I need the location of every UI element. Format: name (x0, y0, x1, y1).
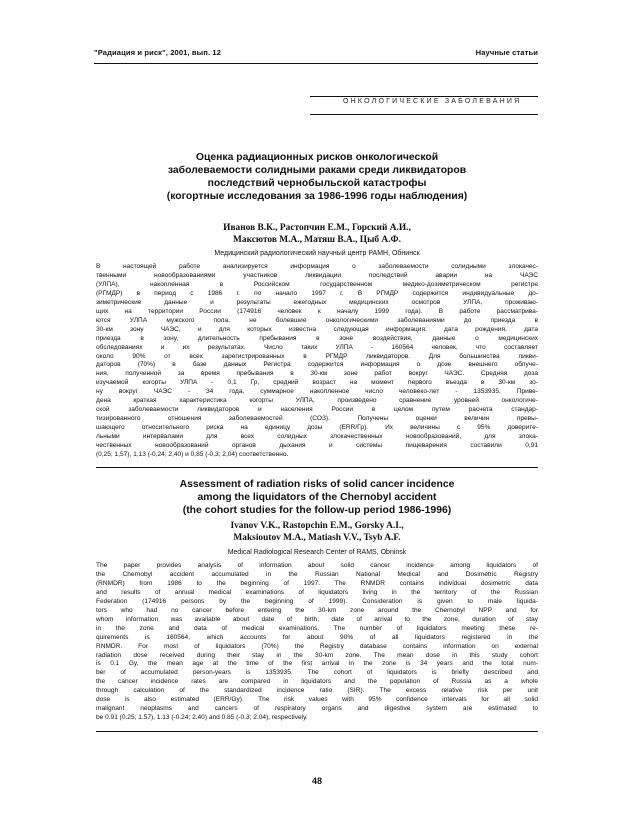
section-label: ОНКОЛОГИЧЕСКИЕ ЗАБОЛЕВАНИЯ (343, 98, 522, 105)
ru-title (96, 151, 538, 203)
en-abstract-line: (RNMDR) from 1986 to the beginning of 1997. The RNMDR contains individual dosimetric data (96, 579, 538, 587)
en-abstract-line: Federation (174916 persons by the beginning of 1999). Consideration is given to male liquida- (96, 597, 538, 605)
en-abstract-line: malignant neoplasms and cancers of respiratory organs and digestive system are estimated to (96, 705, 538, 713)
page-number: 48 (311, 776, 322, 786)
ru-abstract-line: 30-км зону ЧАЭС, и для которых известна следующая информация: дата рождения, дата (96, 325, 538, 333)
ru-abstract-line: зиметрические данные и результаты ежегодных медицинских осмотров УЛПА, проживаю- (96, 298, 538, 306)
ru-abstract-line: ской заболеваемости ликвидаторов и населения России в целом путем расчета стандар- (96, 406, 538, 414)
en-title-line: Assessment of radiation risks of solid cancer incidence (179, 479, 455, 490)
ru-abstract-line: шающего относительного риска на единицу дозы (ERR/Гр). Их величины с 95% доверите- (96, 424, 538, 432)
en-affiliation: Medical Radiological Research Center of RAMS, Obninsk (227, 549, 407, 556)
ru-abstract-line: дена краткая характеристика когорты УЛПА, произведено сравнение уровней онкологиче- (96, 397, 538, 405)
ru-authors-line: Иванов В.К., Растопчин Е.М., Горский А.И., (223, 223, 411, 233)
en-abstract-line: tors who had no cancer before entering the 30-km zone around the Chernobyl NPP and for (96, 606, 538, 614)
footer-rule (96, 731, 538, 732)
en-abstract-line: whom information was available about date of birth, date of arrival to the zone, duration of stay (96, 615, 538, 623)
ru-abstract-line: ния, полученной за время пребывания в 30-км зоне работ вокруг ЧАЭС. Средняя доза (96, 370, 538, 378)
ru-title-line: (когортные исследования за 1986-1996 годы наблюдения) (166, 191, 468, 202)
en-abstract-line: is 0.1 Gy, the mean age at the time of the first arrival in the zone is 34 years and the total num- (96, 660, 538, 668)
en-authors (96, 520, 538, 544)
ru-abstract-line: щих на территории России (174916 человек к началу 1999 года). В работе рассматрива- (96, 307, 538, 315)
en-abstract-line: dose is also estimated (ERR/Gy). The risk values with 95% confidence intervals for all solid (96, 696, 538, 704)
ru-abstract-line: (0,25; 1,57), 1,13 (-0,24; 2,40) и 0,85 (-0,3; 2,04) соответственно. (96, 451, 289, 459)
ru-abstract (96, 263, 538, 460)
ru-affiliation: Медицинский радиологический научный центр РАМН, Обнинск (214, 250, 420, 257)
ru-abstract-line: В настоящей работе анализируется информация о заболеваемости солидными злокачес- (96, 263, 538, 270)
ru-abstract-line: (РГМДР) в период с 1986 г. по начало 1997 г. В РГМДР содержится индивидуальные до- (96, 289, 538, 297)
ru-title-line: Оценка радиационных рисков онкологической (195, 152, 439, 163)
ru-abstract-line: ну вокруг ЧАЭС - 34 года, суммарное накопленное число человеко-лет - 1353935. Приве- (96, 388, 538, 396)
en-abstract-line: the cancer incidence rates are compared in liquidators and the population of Russia as a whole (96, 678, 538, 686)
ru-abstract-line: около 90% от всех зарегистрированных в РГМДР ликвидаторов. Для большинства ликви- (96, 352, 538, 360)
ru-abstract-line: чественных новообразований органов дыхания и системы пищеварения составили 0,91 (96, 442, 538, 450)
en-abstract-line: radiation dose received during their stay in the 30-km zone. The mean dose in this study cohort (96, 651, 538, 659)
ru-authors-line: Максютов М.А., Матяш В.А., Цыб А.Ф. (233, 235, 401, 245)
section-type: Научные статьи (475, 48, 538, 57)
ru-abstract-line: (УЛПА), накопленная в Российском государственном медико-дозиметрическом регистре (96, 280, 538, 288)
journal-citation: "Радиация и риск", 2001, вып. 12 (94, 48, 222, 57)
ru-abstract-line: льными интервалами для всех солидных злокачественных новообразований, для злока- (96, 433, 538, 441)
en-authors-line: Ivanov V.K., Rastopchin E.M., Gorsky A.I., (230, 521, 404, 531)
ru-abstract-line: даторов (70%) в базе данных Регистра содержится информация о дозе внешнего облуче- (96, 361, 538, 369)
en-title (96, 478, 538, 517)
en-abstract-line: in the zone and data of medical examinations. The number of liquidators meeting these re- (96, 624, 538, 632)
en-abstract-line: RNMDR. For most of liquidators (70%) the Registry database contains information on external (96, 642, 538, 650)
en-abstract-line: ber of accumulated person-years is 1353935. The cohort of liquidators is briefly described and (96, 669, 538, 677)
header-rule (94, 63, 538, 64)
en-title-line: (the cohort studies for the follow-up period 1986-1996) (182, 505, 452, 516)
ru-abstract-line: приезда в зону, длительность пребывания в зоне воздействия, данные о медицинских (96, 334, 538, 342)
ru-title-line: заболеваемости солидными раками среди ликвидаторов (167, 165, 467, 176)
running-head (94, 48, 538, 57)
ru-abstract-line: изучаемой когорты УЛПА - 0,1 Гр, средний возраст на момент первого въезда в 30-км зо- (96, 379, 538, 387)
ru-abstract-line: твенными новообразованиями участников ликвидации последствий аварии на ЧАЭС (96, 271, 538, 279)
en-abstract-line: and results of annual medical examinations of liquidators living in the territory of the Russian (96, 588, 538, 596)
en-abstract (96, 562, 538, 723)
ru-title-line: последствий чернобыльской катастрофы (207, 178, 427, 189)
en-abstract-line: through calculation of the standardized incidence ratio (SIR). The excess relative risk per unit (96, 687, 538, 695)
en-title-line: among the liquidators of the Chernobyl accident (197, 492, 437, 503)
ru-authors (96, 222, 538, 246)
en-abstract-line: the Chernobyl accident accumulated in the Russian National Medical and Dosimetric Registry (96, 570, 538, 578)
ru-abstract-line: ются УЛПА мужского пола, не болевшие онкологическими заболеваниями до приезда в (96, 316, 538, 324)
en-abstract-line: quirements is 160564, which accounts for about 90% of all liquidators registered in the (96, 633, 538, 641)
en-abstract-line: be 0.91 (0.25; 1.57), 1.13 (-0.24; 2.40) and 0.85 (-0.3; 2.04), respectively. (96, 714, 308, 722)
ru-abstract-line: тизированного отношения заболеваемостей (СОЗ). Получены оценки величин превы- (96, 415, 538, 423)
language-separator (96, 467, 538, 468)
ru-abstract-line: обследованиях и их результатах. Число таких УЛПА - 160564 человек, что составляет (96, 343, 538, 351)
en-authors-line: Maksioutov M.A., Matiash V.V., Tsyb A.F. (233, 533, 401, 543)
en-abstract-line: The paper provides analysis of information about solid cancer incidence among liquidators of (96, 562, 538, 569)
